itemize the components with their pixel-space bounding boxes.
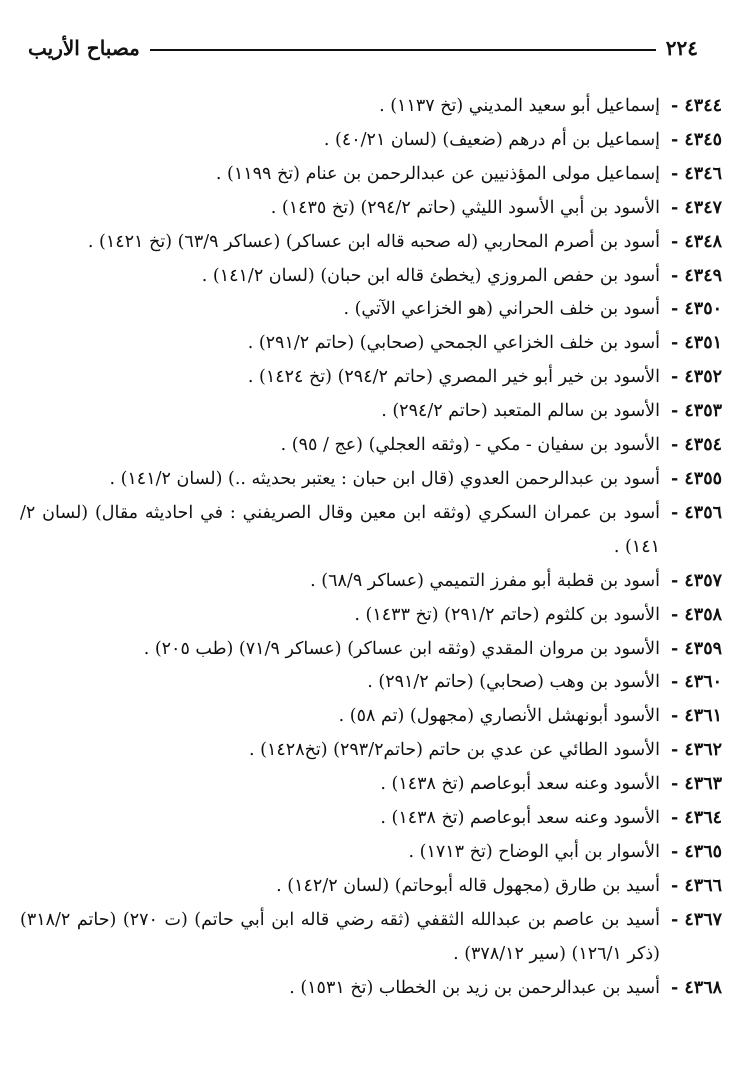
list-item: [20, 293, 722, 327]
list-item: [20, 802, 722, 836]
entry-text: الأسود الطائي عن عدي بن حاتم (حاتم٢٩٣/٢) (تخ١٤٢٨) .: [249, 740, 660, 761]
entry-text: الأسود بن مروان المقدي (وثقه ابن عساكر) (عساكر ٧١/٩) (طب ٢٠٥) .: [143, 638, 660, 659]
list-item: [20, 768, 722, 802]
entry-text: الأسود بن أبي الأسود الليثي (حاتم ٢٩٤/٢) (تخ ١٤٣٥) .: [270, 197, 660, 218]
list-item: [20, 700, 722, 734]
book-title: مصباح الأريب: [28, 36, 140, 60]
page-number: ٢٢٤: [665, 36, 698, 60]
list-item: [20, 734, 722, 768]
entry-text: أسود بن عبدالرحمن العدوي (قال ابن حبان : يعتبر بحديثه ..) (لسان ١٤١/٢) .: [109, 468, 660, 489]
entry-number: ٤٣٦٥ -: [671, 841, 722, 862]
list-item: [20, 666, 722, 700]
entry-number: ٤٣٦٧ -: [671, 909, 722, 930]
list-item: [20, 158, 722, 192]
entry-text: أسود بن أصرم المحاربي (له صحبه قاله ابن عساكر) (عساكر ٦٣/٩) (تخ ١٤٢١) .: [87, 231, 660, 252]
entry-list: [20, 90, 722, 1005]
list-item: [20, 429, 722, 463]
list-item: [20, 836, 722, 870]
list-item: [20, 260, 722, 294]
list-item: [20, 192, 722, 226]
list-item: [20, 226, 722, 260]
entry-text: الأسود بن سالم المتعبد (حاتم ٢٩٤/٢) .: [381, 401, 660, 422]
entry-number: ٤٣٥٣ -: [671, 401, 722, 422]
list-item: [20, 633, 722, 667]
list-item: [20, 904, 722, 972]
list-item: [20, 870, 722, 904]
entry-text: أسود بن حفص المروزي (يخطئ قاله ابن حبان) (لسان ١٤١/٢) .: [201, 265, 660, 286]
entry-text: الأسود بن سفيان - مكي - (وثقه العجلي) (عج / ٩٥) .: [280, 435, 660, 456]
entry-number: ٤٣٦٣ -: [671, 774, 722, 795]
entry-text: الأسود بن وهب (صحابي) (حاتم ٢٩١/٢) .: [367, 672, 660, 693]
entry-number: ٤٣٥٧ -: [671, 570, 722, 591]
header-rule: [150, 49, 656, 51]
list-item: [20, 972, 722, 1006]
entry-number: ٤٣٦٨ -: [671, 977, 722, 998]
entry-number: ٤٣٥٥ -: [671, 468, 722, 489]
entry-number: ٤٣٦٢ -: [671, 740, 722, 761]
entry-number: ٤٣٤٥ -: [671, 129, 722, 150]
entry-number: ٤٣٤٩ -: [671, 265, 722, 286]
entry-number: ٤٣٥١ -: [671, 333, 722, 354]
list-item: [20, 463, 722, 497]
entry-number: ٤٣٦٠ -: [671, 672, 722, 693]
page-header: [28, 30, 698, 66]
list-item: [20, 395, 722, 429]
entry-number: ٤٣٦٦ -: [671, 875, 722, 896]
entry-text: الأسوار بن أبي الوضاح (تخ ١٧١٣) .: [408, 841, 660, 862]
entry-text: إسماعيل أبو سعيد المديني (تخ ١١٣٧) .: [379, 96, 660, 116]
entry-number: ٤٣٥٦ -: [671, 502, 722, 523]
list-item: [20, 361, 722, 395]
entry-text: الأسود وعنه سعد أبوعاصم (تخ ١٤٣٨) .: [380, 808, 660, 829]
entry-number: ٤٣٥٠ -: [671, 299, 722, 320]
entry-number: ٤٣٤٦ -: [671, 163, 722, 184]
list-item: [20, 497, 722, 565]
entry-text: الأسود وعنه سعد أبوعاصم (تخ ١٤٣٨) .: [380, 774, 660, 795]
entry-text: أسود بن خلف الخزاعي الجمحي (صحابي) (حاتم ٢٩١/٢) .: [247, 333, 660, 354]
list-item: [20, 565, 722, 599]
entry-number: ٤٣٤٨ -: [671, 231, 722, 252]
entry-text: أسود بن عمران السكري (وثقه ابن معين وقال الصريفني : في احاديثه مقال) (لسان ٢/ ١٤١) .: [20, 502, 660, 557]
entry-number: ٤٣٥٩ -: [671, 638, 722, 659]
entry-text: إسماعيل بن أم درهم (ضعيف) (لسان ٤٠/٢١) .: [323, 129, 660, 150]
list-item: [20, 327, 722, 361]
list-item: [20, 599, 722, 633]
entry-number: ٤٣٥٤ -: [671, 435, 722, 456]
entry-text: الأسود بن كلثوم (حاتم ٢٩١/٢) (تخ ١٤٣٣) .: [354, 604, 660, 625]
list-item: [20, 90, 722, 124]
entry-text: أسود بن قطبة أبو مفرز التميمي (عساكر ٦٨/٩) .: [310, 570, 660, 591]
entry-number: ٤٣٦١ -: [671, 706, 722, 727]
entry-text: أسيد بن طارق (مجهول قاله أبوحاتم) (لسان ١٤٢/٢) .: [276, 875, 660, 896]
list-item: [20, 124, 722, 158]
entry-text: أسيد بن عبدالرحمن بن زيد بن الخطاب (تخ ١٥٣١) .: [289, 977, 660, 998]
entry-text: إسماعيل مولى المؤذنيين عن عبدالرحمن بن عنام (تخ ١١٩٩) .: [215, 163, 660, 184]
entry-text: أسيد بن عاصم بن عبدالله الثقفي (ثقه رضي قاله ابن أبي حاتم) (ت ٢٧٠) (حاتم ٣١٨/٢) (ذكر ١٢٦/١) (سير ٣٧٨/١٢) .: [20, 909, 660, 964]
entry-number: ٤٣٤٤ -: [671, 96, 722, 116]
entry-text: الأسود أبونهشل الأنصاري (مجهول) (تم ٥٨) .: [338, 706, 660, 727]
entry-number: ٤٣٦٤ -: [671, 808, 722, 829]
entry-text: أسود بن خلف الحراني (هو الخزاعي الآتي) .: [343, 299, 660, 320]
entry-number: ٤٣٤٧ -: [671, 197, 722, 218]
entry-text: الأسود بن خير أبو خير المصري (حاتم ٢٩٤/٢) (تخ ١٤٢٤) .: [247, 367, 660, 388]
entry-number: ٤٣٥٨ -: [671, 604, 722, 625]
entry-number: ٤٣٥٢ -: [671, 367, 722, 388]
